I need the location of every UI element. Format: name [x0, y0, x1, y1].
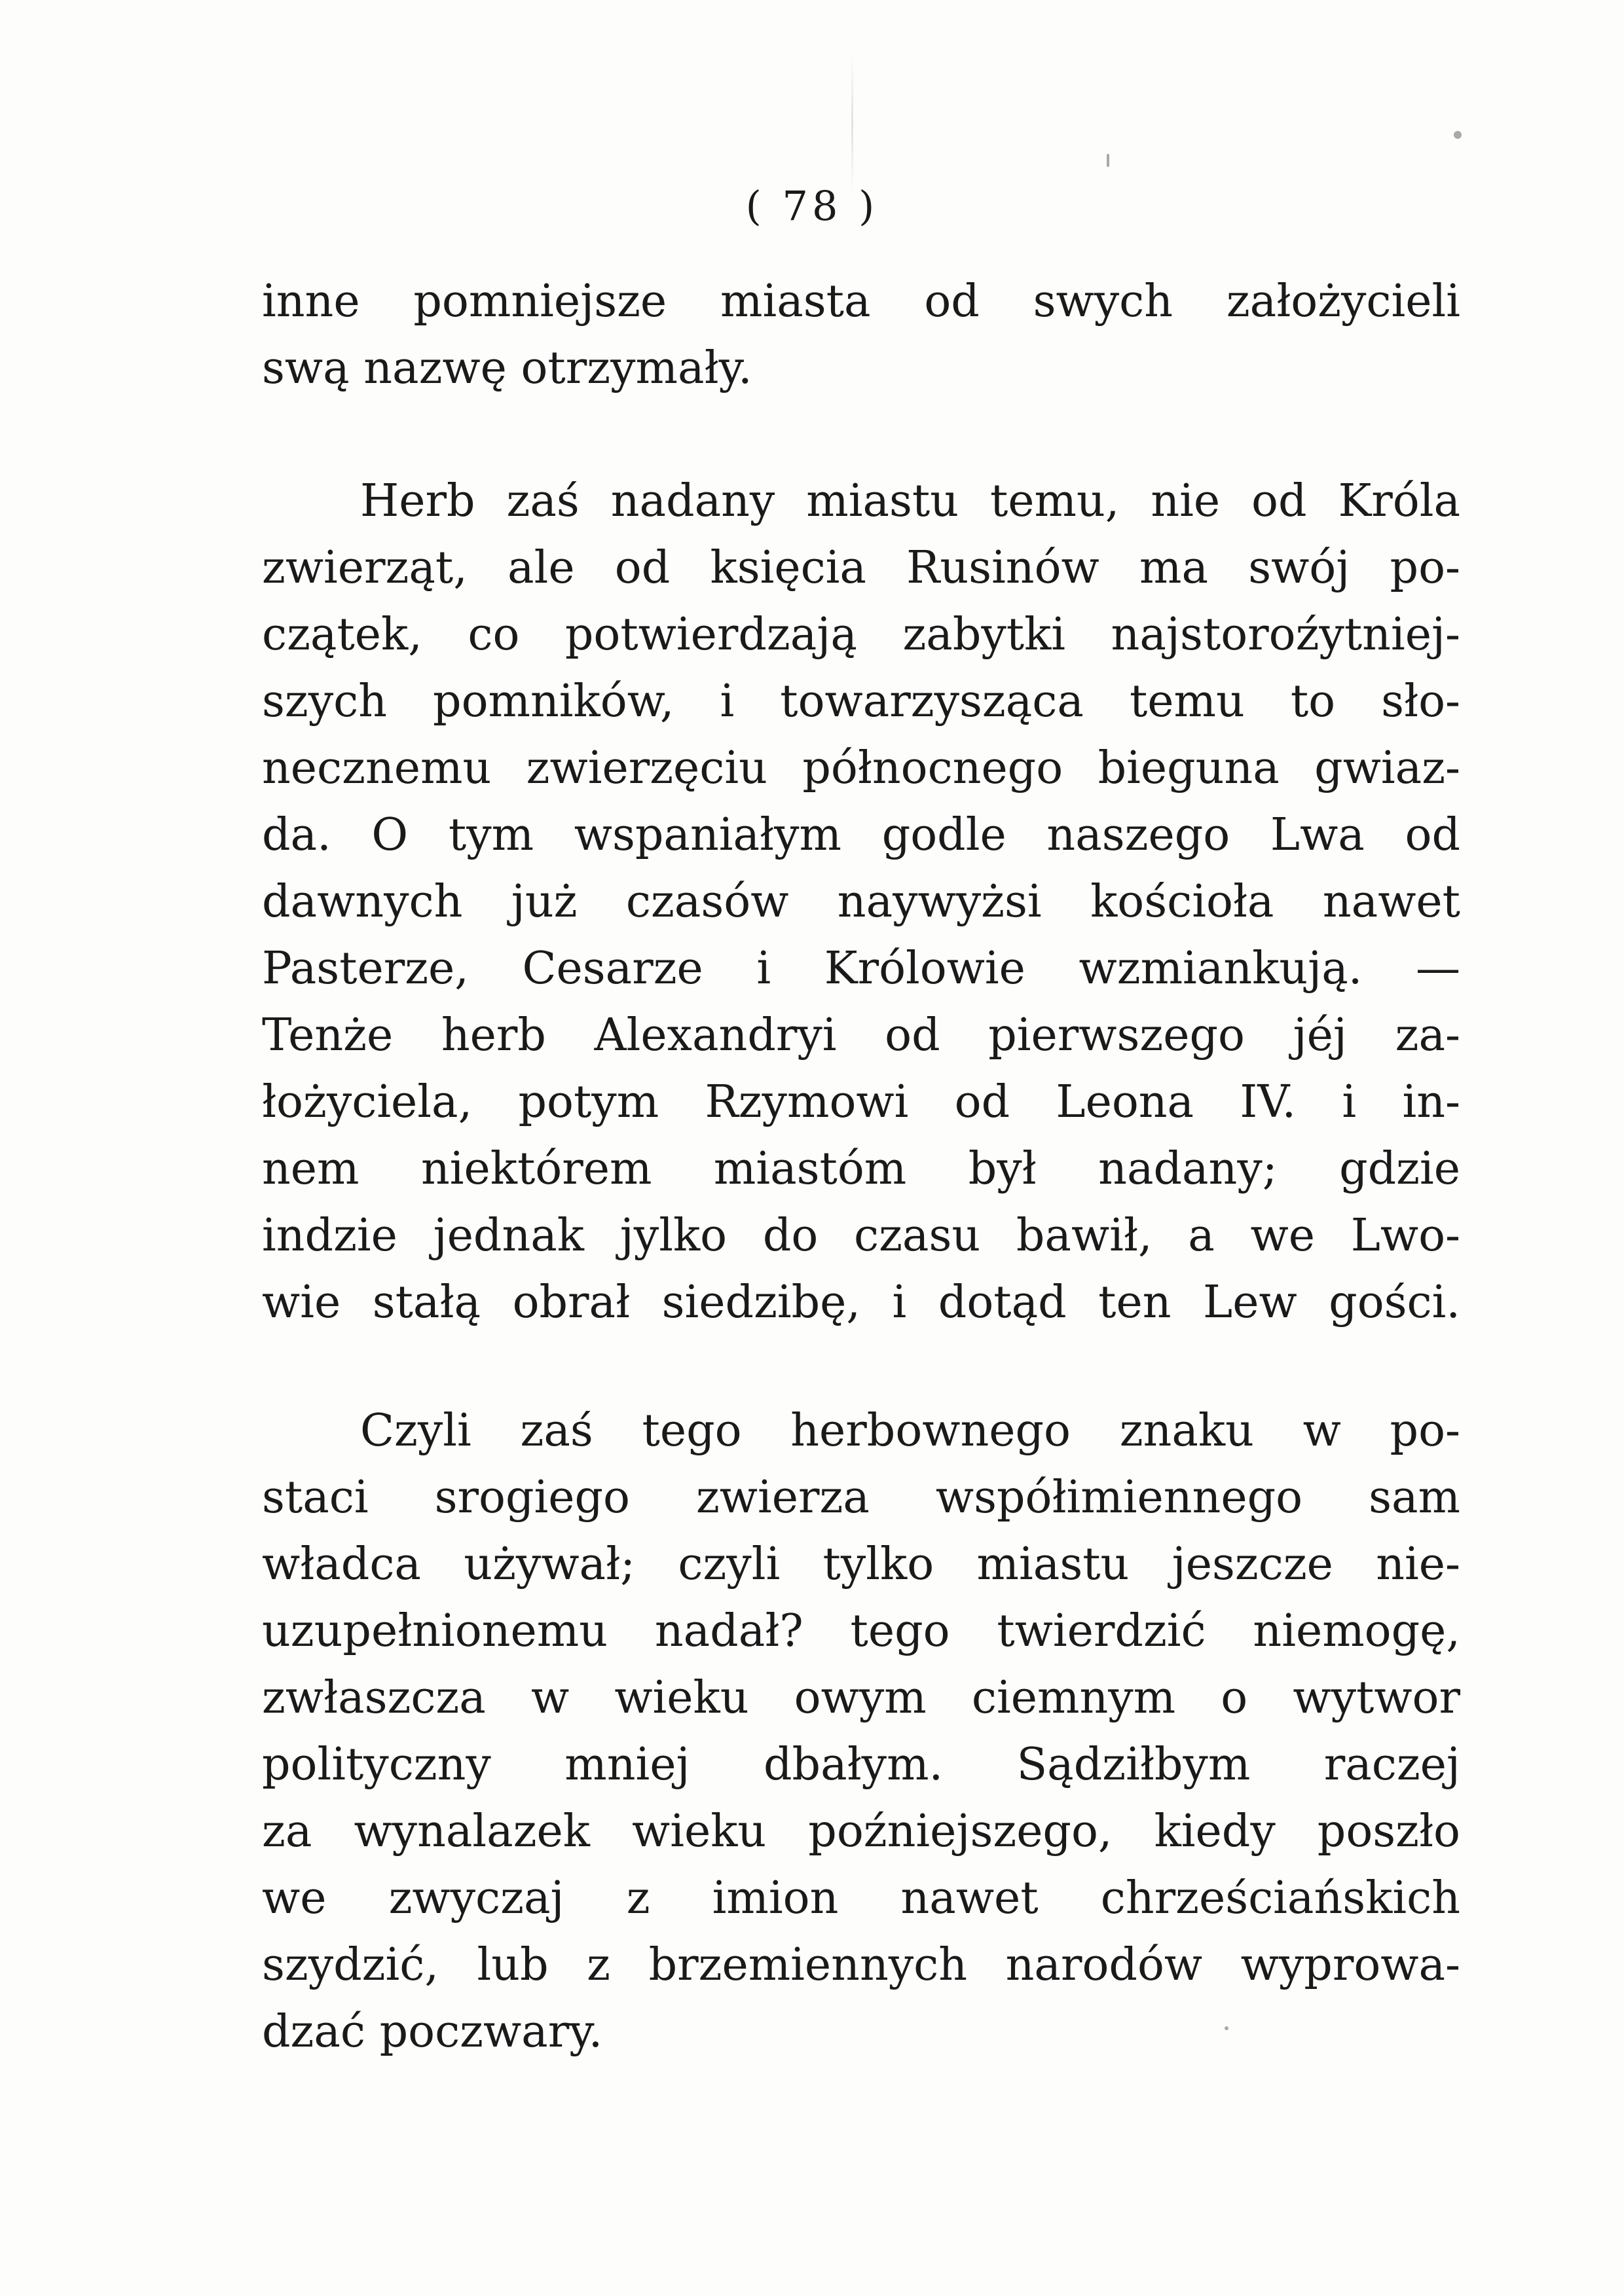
text-line: zwierząt, ale od księcia Rusinów ma swój po-	[262, 542, 1460, 594]
text-line: łożyciela, potym Rzymowi od Leona IV. i in-	[262, 1076, 1460, 1128]
text-line: nem niektórem miastóm był nadany; gdzie	[262, 1143, 1460, 1195]
text-line: we zwyczaj z imion nawet chrześciańskich	[262, 1872, 1460, 1924]
text-line: swą nazwę otrzymały.	[262, 342, 752, 394]
text-line: czątek, co potwierdzają zabytki najstoroźytniej-	[262, 609, 1460, 661]
paragraph-1	[262, 268, 1460, 402]
text-line: Tenże herb Alexandryi od pierwszego jéj za-	[262, 1010, 1460, 1061]
text-line: zwłaszcza w wieku owym ciemnym o wytwor	[262, 1672, 1460, 1724]
ink-speck	[1107, 154, 1109, 167]
text-line: władca używał; czyli tylko miastu jeszcze nie-	[262, 1539, 1460, 1590]
text-line: za wynalazek wieku poźniejszego, kiedy poszło	[262, 1806, 1460, 1857]
text-line: dawnych już czasów naywyżsi kościoła nawet	[262, 876, 1460, 928]
paper-fold-mark	[851, 52, 853, 196]
text-line: szydzić, lub z brzemiennych narodów wyprowa-	[262, 1939, 1460, 1991]
paragraph-2	[262, 468, 1460, 1336]
text-line: wie stałą obrał siedzibę, i dotąd ten Lew gości.	[262, 1277, 1460, 1328]
text-line: uzupełnionemu nadał? tego twierdzić niemogę,	[262, 1605, 1460, 1657]
text-line: da. O tym wspaniałym godle naszego Lwa od	[262, 809, 1460, 861]
text-line: Czyli zaś tego herbownego znaku w po-	[360, 1405, 1460, 1457]
paragraph-3	[262, 1398, 1460, 2066]
text-line: szych pomników, i towarzysząca temu to sło-	[262, 676, 1460, 727]
text-line: polityczny mniej dbałym. Sądziłbym raczej	[262, 1739, 1460, 1791]
text-line: necznemu zwierzęciu północnego bieguna gwiaz-	[262, 742, 1460, 794]
text-line: inne pomniejsze miasta od swych założycieli	[262, 276, 1460, 327]
text-line: indzie jednak jylko do czasu bawił, a we Lwo-	[262, 1210, 1460, 1262]
text-line: Pasterze, Cesarze i Królowie wzmiankują. —	[262, 943, 1460, 994]
ink-speck	[1454, 131, 1462, 139]
page-number: ( 78 )	[745, 182, 879, 230]
text-line: dzać poczwary.	[262, 2006, 603, 2058]
text-line: Herb zaś nadany miastu temu, nie od Króla	[360, 475, 1460, 527]
text-line: staci srogiego zwierza współimiennego sam	[262, 1472, 1460, 1523]
